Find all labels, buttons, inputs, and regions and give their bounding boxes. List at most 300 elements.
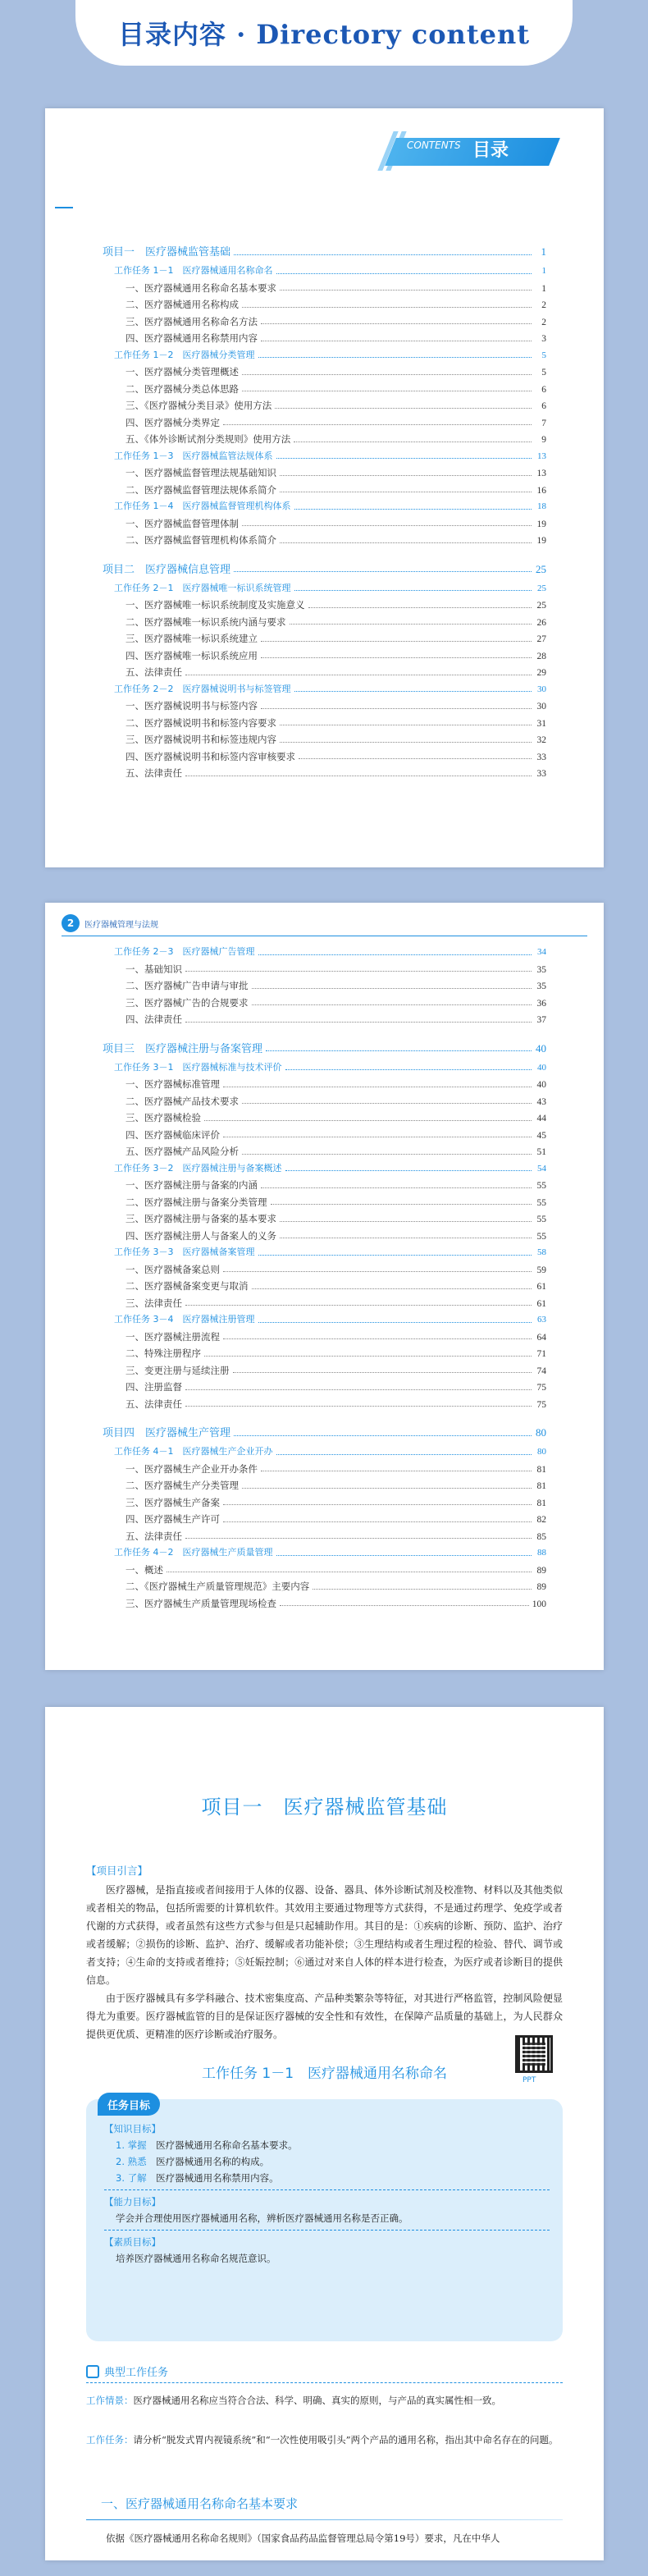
intro-paragraph-1: 医疗器械，是指直接或者间接用于人体的仪器、设备、器具、体外诊断试剂及校准物、材料以及其他类似或者相关的物品，包括所需要的计算机软件。其效用主要通过物理等方式获得，不是通过药理学、免疫学或者代谢的方式获得，或者虽然有这些方式参与但是只起辅助作用。其目的是：①疾病的诊断、预防、监护、治疗或者缓解；②损伤的诊断、监护、治疗、缓解或者功能补偿；③生理结构或者生理过程的检验、替代、调节或者支持；④生命的支持或者维持；⑤妊娠控制；⑥通过对来自人体的样本进行检查，为医疗或者诊断目的提供信息。 — [86, 1884, 563, 1986]
toc-subentry[interactable] — [103, 647, 546, 665]
toc-task-entry[interactable] — [103, 1544, 546, 1562]
toc-subentry[interactable] — [103, 1011, 546, 1028]
toc-leader — [285, 1170, 532, 1171]
toc-page-number: 81 — [536, 1464, 546, 1475]
toc-leader — [261, 657, 532, 658]
toc-subentry[interactable] — [103, 1261, 546, 1279]
contents-page-1 — [45, 108, 604, 867]
knowledge-item: 3. 了解 医疗器械通用名称禁用内容。 — [116, 2172, 279, 2184]
toc-label: 三、医疗器械生产备案 — [125, 1496, 220, 1508]
toc-subentry[interactable] — [103, 1143, 546, 1160]
toc-leader — [242, 1103, 532, 1104]
toc-subentry[interactable] — [103, 614, 546, 631]
toc-subentry[interactable] — [103, 1461, 546, 1478]
toc-leader — [185, 1305, 532, 1306]
toc-page-number: 26 — [536, 617, 546, 628]
toc-label: 工作任务 1－2 医疗器械分类管理 — [114, 349, 255, 360]
toc-leader — [234, 254, 532, 255]
toc-label: 一、医疗器械监督管理法规基础知识 — [125, 467, 276, 478]
toc-label: 工作任务 1－3 医疗器械监管法规体系 — [114, 450, 273, 461]
toc-subentry[interactable] — [103, 1511, 546, 1528]
toc-label: 二、医疗器械分类总体思路 — [125, 382, 239, 395]
toc-leader — [271, 1204, 532, 1205]
toc-leader — [276, 1555, 532, 1556]
toc-label: 三、医疗器械广告的合规要求 — [125, 996, 249, 1009]
toc-leader — [258, 954, 532, 955]
toc-leader — [294, 691, 532, 692]
toc-leader — [223, 1504, 532, 1505]
toc-subentry[interactable] — [103, 1595, 546, 1613]
toc-subentry[interactable] — [103, 1076, 546, 1093]
toc-subentry[interactable] — [103, 715, 546, 732]
toc-label: 四、医疗器械注册人与备案人的义务 — [125, 1229, 276, 1242]
toc-leader — [242, 525, 532, 526]
toc-leader — [242, 374, 532, 375]
toc-label: 四、医疗器械通用名称禁用内容 — [125, 332, 258, 344]
toc-subentry[interactable] — [103, 1362, 546, 1380]
toc-subentry[interactable] — [103, 977, 546, 995]
toc-leader — [234, 1435, 532, 1436]
toc-page-number: 30 — [537, 684, 546, 694]
toc-page-number: 55 — [536, 1215, 546, 1224]
toc-page-number: 43 — [536, 1096, 546, 1107]
toc-label: 一、医疗器械注册与备案的内涵 — [125, 1179, 258, 1191]
toc-leader — [223, 1521, 532, 1522]
toc-page-number: 51 — [536, 1147, 546, 1157]
toc-label: 三、医疗器械生产质量管理现场检查 — [125, 1597, 276, 1609]
toc-page-number: 6 — [541, 384, 546, 395]
toc-label: 四、注册监督 — [125, 1381, 182, 1393]
toc-label: 二、医疗器械监督管理法规体系简介 — [125, 483, 276, 496]
toc-label: 三、医疗器械说明书和标签违规内容 — [125, 734, 276, 745]
contents-page-2 — [45, 903, 604, 1670]
toc-page-number: 40 — [536, 1041, 546, 1055]
header-banner — [0, 0, 648, 80]
quality-heading: 【素质目标】 — [104, 2236, 161, 2248]
toc-label: 二、医疗器械产品技术要求 — [125, 1095, 239, 1107]
toc-leader — [276, 458, 532, 459]
toc-leader — [261, 323, 532, 324]
toc-label: 二、医疗器械说明书和标签内容要求 — [125, 716, 276, 729]
toc-label: 五、法律责任 — [125, 666, 182, 678]
toc-leader — [261, 1187, 532, 1188]
goal-tag: 任务目标 — [98, 2093, 160, 2116]
toc-subentry[interactable] — [103, 1578, 546, 1595]
toc-leader — [258, 1255, 532, 1256]
toc-subentry[interactable] — [103, 995, 546, 1012]
toc-label: 一、医疗器械说明书与标签内容 — [125, 700, 258, 711]
toc-label: 工作任务 3－1 医疗器械标准与技术评价 — [114, 1061, 282, 1073]
intro-heading: 【项目引言】 — [86, 1865, 148, 1877]
toc-label: 二、医疗器械备案变更与取消 — [125, 1280, 249, 1292]
toc-page-number: 9 — [541, 435, 546, 445]
toc-subentry[interactable] — [103, 1295, 546, 1312]
toc-leader — [313, 1589, 532, 1590]
toc-label: 一、医疗器械生产企业开办条件 — [125, 1462, 258, 1475]
running-head-text: 医疗器械管理与法规 — [84, 920, 158, 930]
toc-label: 项目三 医疗器械注册与备案管理 — [103, 1042, 263, 1055]
toc-page-number: 18 — [537, 501, 546, 511]
toc-page-number: 33 — [536, 769, 546, 779]
toc-label: 工作任务 2－2 医疗器械说明书与标签管理 — [114, 683, 291, 694]
ability-heading: 【能力目标】 — [104, 2196, 161, 2208]
toc-subentry[interactable] — [103, 280, 546, 297]
toc-label: 一、基础知识 — [125, 963, 182, 975]
toc-label: 二、《医疗器械生产质量管理规范》主要内容 — [125, 1581, 310, 1592]
toc-leader — [234, 571, 532, 572]
toc-leader — [223, 424, 532, 425]
toc-leader — [280, 742, 532, 743]
toc-label: 工作任务 4－2 医疗器械生产质量管理 — [114, 1547, 273, 1558]
toc-leader — [299, 758, 532, 759]
toc-task-entry[interactable] — [103, 1160, 546, 1178]
toc-label: 项目四 医疗器械生产管理 — [103, 1427, 231, 1439]
toc-leader — [185, 971, 532, 972]
page-number: 2 — [62, 914, 80, 932]
toc-leader — [252, 988, 532, 989]
toc-label: 三、医疗器械通用名称命名方法 — [125, 315, 258, 327]
toc-label: 三、《医疗器械分类目录》使用方法 — [125, 400, 272, 411]
toc-leader — [290, 624, 532, 625]
toc-subentry[interactable] — [103, 1329, 546, 1346]
toc-page-number: 2 — [541, 317, 546, 327]
toc-label: 四、医疗器械分类界定 — [125, 416, 220, 428]
toc-page-number: 45 — [536, 1130, 546, 1141]
toc-page-number: 25 — [536, 562, 546, 575]
toc-subentry[interactable] — [103, 397, 546, 414]
toc-label: 一、概述 — [125, 1563, 163, 1576]
toc-leader — [252, 1288, 532, 1289]
toc-label: 工作任务 3－3 医疗器械备案管理 — [114, 1247, 255, 1257]
chapter-page — [45, 1707, 604, 2560]
toc-project-entry[interactable] — [103, 1422, 546, 1444]
toc-subentry[interactable] — [103, 961, 546, 978]
toc-leader — [242, 1154, 532, 1155]
toc-page-number: 5 — [541, 350, 546, 360]
toc-label: 一、医疗器械标准管理 — [125, 1078, 220, 1090]
toc-leader — [223, 1271, 532, 1272]
work-task: 工作任务：请分析“脱发式胃内视镜系统”和“一次性使用吸引头”两个产品的通用名称，指出其中命名存在的问题。 — [86, 2434, 559, 2446]
toc-page-number: 89 — [536, 1582, 546, 1592]
toc-subentry[interactable] — [103, 1345, 546, 1362]
toc-leader — [242, 1488, 532, 1489]
toc-page-number: 89 — [536, 1565, 546, 1576]
toc-subentry[interactable] — [103, 1477, 546, 1494]
toc-leader — [280, 542, 532, 543]
knowledge-item: 1. 掌握 医疗器械通用名称命名基本要求。 — [116, 2139, 298, 2151]
toc-task-entry[interactable] — [103, 1311, 546, 1329]
toc-list — [103, 944, 546, 1612]
toc-project-entry[interactable] — [103, 559, 546, 580]
ability-text: 学会并合理使用医疗器械通用名称，辨析医疗器械通用名称是否正确。 — [116, 2212, 408, 2224]
toc-page-number: 30 — [536, 702, 546, 711]
toc-project-entry[interactable] — [103, 1038, 546, 1059]
toc-label: 工作任务 1－1 医疗器械通用名称命名 — [114, 265, 273, 276]
toc-subentry[interactable] — [103, 1278, 546, 1295]
toc-label: 项目二 医疗器械信息管理 — [103, 563, 231, 576]
knowledge-item: 2. 熟悉 医疗器械通用名称的构成。 — [116, 2156, 270, 2167]
toc-leader — [285, 1069, 532, 1070]
toc-label: 三、医疗器械检验 — [125, 1112, 201, 1123]
toc-page-number: 80 — [537, 1447, 546, 1457]
toc-subentry[interactable] — [103, 1110, 546, 1127]
toc-subentry[interactable] — [103, 431, 546, 448]
toc-subentry[interactable] — [103, 1528, 546, 1545]
toc-label: 四、医疗器械说明书和标签内容审核要求 — [125, 750, 295, 762]
toc-leader — [261, 641, 532, 642]
toc-task-entry[interactable] — [103, 1244, 546, 1261]
toc-page-number: 33 — [536, 752, 546, 762]
toc-leader — [276, 273, 532, 274]
toc-page-number: 44 — [536, 1114, 546, 1123]
toc-leader — [204, 1356, 532, 1357]
toc-subentry[interactable] — [103, 414, 546, 432]
toc-label: 工作任务 4－1 医疗器械生产企业开办 — [114, 1446, 273, 1457]
toc-subentry[interactable] — [103, 1127, 546, 1144]
toc-leader — [185, 1538, 532, 1539]
toc-page-number: 75 — [536, 1399, 546, 1410]
toc-subentry[interactable] — [103, 313, 546, 331]
toc-leader — [233, 1372, 532, 1373]
toc-label: 工作任务 2－3 医疗器械广告管理 — [114, 946, 255, 957]
toc-page-number: 13 — [536, 469, 546, 478]
toc-task-entry[interactable] — [103, 263, 546, 280]
toc-page-number: 71 — [536, 1349, 546, 1359]
toc-page-number: 1 — [541, 245, 546, 258]
toc-label: 二、医疗器械监督管理机构体系简介 — [125, 534, 276, 546]
toc-page-number: 25 — [536, 601, 546, 611]
toc-page-number: 34 — [537, 947, 546, 957]
toc-page-number: 61 — [536, 1298, 546, 1309]
toc-page-number: 35 — [536, 964, 546, 975]
toc-task-entry[interactable] — [103, 580, 546, 597]
toc-label: 二、医疗器械通用名称构成 — [125, 299, 239, 310]
toc-list — [103, 231, 546, 782]
toc-leader — [223, 1338, 532, 1339]
toc-task-entry[interactable] — [103, 944, 546, 961]
toc-task-entry[interactable] — [103, 681, 546, 698]
toc-label: 五、法律责任 — [125, 1530, 182, 1542]
toc-page-number: 1 — [541, 266, 546, 276]
work-scenario: 工作情景：医疗器械通用名称应当符合合法、科学、明确、真实的原则，与产品的真实属性相一致。 — [86, 2395, 501, 2406]
toc-subentry[interactable] — [103, 748, 546, 766]
toc-subentry[interactable] — [103, 296, 546, 313]
toc-page-number: 80 — [536, 1426, 546, 1439]
contents-ribbon — [382, 131, 554, 171]
toc-leader — [275, 408, 532, 409]
toc-subentry[interactable] — [103, 1228, 546, 1245]
toc-subentry[interactable] — [103, 381, 546, 398]
toc-page-number: 32 — [536, 735, 546, 745]
toc-subentry[interactable] — [103, 630, 546, 647]
toc-page-number: 31 — [536, 718, 546, 729]
toc-subentry[interactable] — [103, 1562, 546, 1579]
toc-leader — [294, 509, 532, 510]
running-header — [62, 914, 158, 932]
toc-page-number: 88 — [537, 1548, 546, 1558]
toc-page-number: 55 — [536, 1197, 546, 1208]
toc-subentry[interactable] — [103, 1396, 546, 1413]
page-marker — [55, 207, 73, 208]
toc-page-number: 54 — [537, 1163, 546, 1174]
toc-page-number: 85 — [536, 1531, 546, 1542]
toc-project-entry[interactable] — [103, 241, 546, 263]
toc-subentry[interactable] — [103, 765, 546, 782]
toc-label: 三、医疗器械唯一标识系统建立 — [125, 633, 258, 644]
toc-page-number: 19 — [536, 519, 546, 529]
toc-label: 二、医疗器械唯一标识系统内涵与要求 — [125, 615, 286, 628]
toc-leader — [258, 357, 532, 358]
toc-label: 工作任务 3－4 医疗器械注册管理 — [114, 1314, 255, 1325]
toc-label: 一、医疗器械监督管理体制 — [125, 517, 239, 529]
toc-leader — [252, 1004, 532, 1005]
document-icon — [86, 2365, 99, 2378]
toc-label: 一、医疗器械备案总则 — [125, 1263, 220, 1275]
toc-label: 三、变更注册与延续注册 — [125, 1364, 230, 1376]
toc-leader — [280, 1221, 532, 1222]
toc-leader — [280, 1605, 529, 1606]
toc-task-entry[interactable] — [103, 1059, 546, 1077]
toc-leader — [185, 1389, 532, 1390]
task-goals-box — [86, 2099, 563, 2341]
qr-code-icon[interactable] — [515, 2035, 553, 2073]
toc-page-number: 64 — [536, 1332, 546, 1343]
toc-label: 工作任务 1－4 医疗器械监督管理机构体系 — [114, 501, 291, 511]
toc-leader — [280, 290, 532, 291]
toc-page-number: 100 — [532, 1599, 546, 1609]
typical-task-heading: 典型工作任务 — [86, 2363, 168, 2379]
toc-label: 二、医疗器械注册与备案分类管理 — [125, 1196, 267, 1208]
toc-page-number: 58 — [537, 1247, 546, 1257]
toc-label: 二、医疗器械生产分类管理 — [125, 1480, 239, 1491]
toc-page-number: 2 — [541, 300, 546, 310]
section-heading: 一、医疗器械通用名称命名基本要求 — [101, 2496, 299, 2511]
toc-leader — [242, 307, 532, 308]
toc-label: 工作任务 3－2 医疗器械注册与备案概述 — [114, 1162, 282, 1174]
toc-subentry[interactable] — [103, 664, 546, 681]
toc-task-entry[interactable] — [103, 498, 546, 515]
toc-leader — [276, 1454, 532, 1455]
toc-leader — [294, 590, 532, 591]
toc-label: 五、法律责任 — [125, 1398, 182, 1410]
toc-task-entry[interactable] — [103, 1444, 546, 1461]
toc-subentry[interactable] — [103, 1210, 546, 1228]
toc-leader — [204, 1120, 532, 1121]
toc-label: 三、法律责任 — [125, 1297, 182, 1309]
toc-page-number: 27 — [536, 634, 546, 644]
ribbon-label-cn: 目录 — [472, 140, 509, 161]
toc-subentry[interactable] — [103, 364, 546, 381]
qr-caption: PPT — [523, 2076, 536, 2084]
toc-subentry[interactable] — [103, 532, 546, 549]
toc-page-number: 7 — [541, 418, 546, 428]
toc-page-number: 55 — [536, 1231, 546, 1242]
task-title: 工作任务 1－1 医疗器械通用名称命名 — [201, 2066, 448, 2082]
toc-page-number: 25 — [537, 583, 546, 593]
banner-title: 目录内容 · Directory content — [117, 19, 531, 50]
toc-label: 四、医疗器械生产许可 — [125, 1513, 220, 1525]
toc-label: 项目一 医疗器械监管基础 — [103, 246, 231, 259]
toc-page-number: 36 — [536, 998, 546, 1009]
toc-label: 一、医疗器械唯一标识系统制度及实施意义 — [125, 599, 305, 611]
toc-page-number: 16 — [536, 485, 546, 496]
toc-page-number: 75 — [536, 1383, 546, 1393]
toc-label: 一、医疗器械注册流程 — [125, 1330, 220, 1343]
toc-page-number: 5 — [541, 368, 546, 377]
toc-page-number: 61 — [536, 1282, 546, 1292]
toc-subentry[interactable] — [103, 698, 546, 715]
toc-label: 四、医疗器械唯一标识系统应用 — [125, 649, 258, 661]
toc-subentry[interactable] — [103, 597, 546, 614]
toc-subentry[interactable] — [103, 330, 546, 347]
toc-page-number: 29 — [536, 668, 546, 678]
toc-leader — [258, 1322, 532, 1323]
toc-page-number: 28 — [536, 651, 546, 661]
toc-subentry[interactable] — [103, 1379, 546, 1396]
toc-label: 五、医疗器械产品风险分析 — [125, 1146, 239, 1157]
toc-page-number: 35 — [536, 981, 546, 991]
toc-label: 二、医疗器械广告申请与审批 — [125, 980, 249, 991]
toc-subentry[interactable] — [103, 731, 546, 748]
toc-page-number: 6 — [541, 401, 546, 411]
toc-page-number: 1 — [541, 283, 546, 294]
toc-page-number: 81 — [536, 1498, 546, 1508]
toc-leader — [308, 607, 532, 608]
toc-page-number: 55 — [536, 1181, 546, 1191]
toc-subentry[interactable] — [103, 1177, 546, 1194]
toc-page-number: 40 — [536, 1080, 546, 1090]
toc-subentry[interactable] — [103, 464, 546, 482]
toc-leader — [185, 1022, 532, 1023]
toc-leader — [280, 475, 532, 476]
section-paragraph: 依据《医疗器械通用名称命名规则》（国家食品药品监督管理总局令第19号）要求，凡在中华人 — [106, 2533, 500, 2544]
toc-leader — [185, 1406, 532, 1407]
intro-paragraph-2: 由于医疗器械具有多学科融合、技术密集度高、产品种类繁杂等特征，对其进行严格监管，控制风险便显得尤为重要。医疗器械监管的目的是保证医疗器械的安全性和有效性，在保障产品质量的基础上，为人民群众提供更优质、更精准的医疗诊断或治疗服务。 — [86, 1993, 563, 2040]
ribbon-label-en: CONTENTS — [407, 140, 461, 151]
toc-label: 三、医疗器械注册与备案的基本要求 — [125, 1213, 276, 1224]
toc-leader — [261, 708, 532, 709]
toc-leader — [266, 1050, 532, 1051]
toc-page-number: 37 — [536, 1015, 546, 1025]
toc-subentry[interactable] — [103, 515, 546, 533]
toc-subentry[interactable] — [103, 1494, 546, 1512]
knowledge-heading: 【知识目标】 — [104, 2123, 161, 2134]
toc-page-number: 40 — [537, 1062, 546, 1073]
toc-page-number: 59 — [536, 1265, 546, 1275]
toc-label: 五、《体外诊断试剂分类规则》使用方法 — [125, 433, 291, 445]
toc-label: 一、医疗器械分类管理概述 — [125, 366, 239, 377]
toc-label: 一、医疗器械通用名称命名基本要求 — [125, 281, 276, 294]
toc-subentry[interactable] — [103, 482, 546, 499]
toc-task-entry[interactable] — [103, 448, 546, 465]
toc-label: 工作任务 2－1 医疗器械唯一标识系统管理 — [114, 582, 291, 593]
toc-subentry[interactable] — [103, 1194, 546, 1211]
chapter-title: 项目一 医疗器械监管基础 — [201, 1796, 448, 1819]
toc-page-number: 13 — [537, 451, 546, 461]
toc-task-entry[interactable] — [103, 347, 546, 364]
toc-page-number: 3 — [541, 334, 546, 344]
toc-label: 四、法律责任 — [125, 1013, 182, 1025]
toc-page-number: 82 — [536, 1515, 546, 1525]
toc-page-number: 81 — [536, 1481, 546, 1491]
toc-label: 二、特殊注册程序 — [125, 1347, 201, 1359]
toc-page-number: 74 — [536, 1366, 546, 1376]
toc-page-number: 63 — [537, 1315, 546, 1325]
toc-subentry[interactable] — [103, 1093, 546, 1110]
quality-text: 培养医疗器械通用名称命名规范意识。 — [116, 2253, 276, 2264]
toc-label: 四、医疗器械临床评价 — [125, 1128, 220, 1141]
toc-page-number: 19 — [536, 536, 546, 546]
